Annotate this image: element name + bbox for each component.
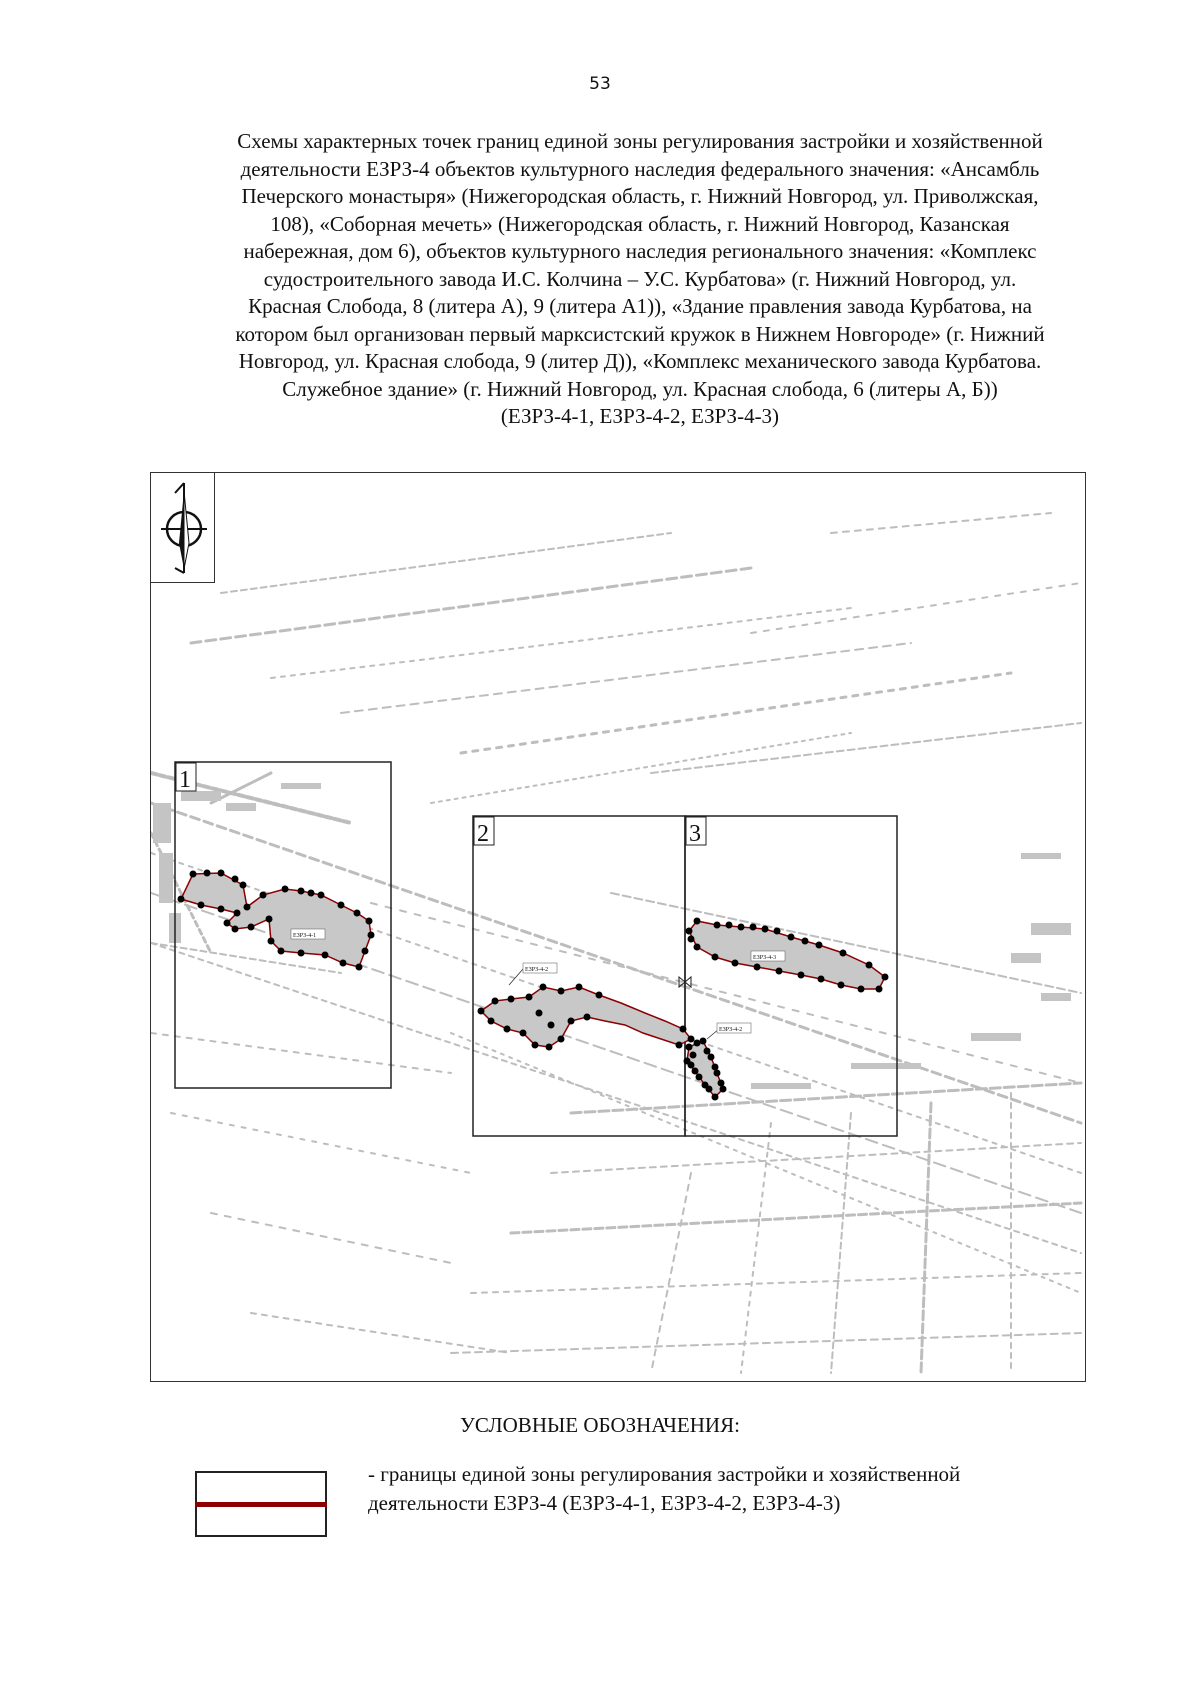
map-frame — [150, 472, 1086, 1382]
zone-label: ЕЗРЗ-4-2 — [525, 967, 549, 973]
document-title — [150, 128, 1130, 431]
title-line: Печерского монастыря» (Нижегородская область, г. Нижний Новгород, ул. Приволжская, — [241, 184, 1039, 208]
north-arrow-box — [151, 473, 215, 583]
zone-ezrz-4-1 — [178, 870, 375, 971]
zone-label: ЕЗРЗ-4-1 — [293, 933, 317, 939]
zone-label: ЕЗРЗ-4-3 — [753, 955, 777, 961]
zone-label: ЕЗРЗ-4-2 — [719, 1027, 743, 1033]
title-line: котором был организован первый марксистский кружок в Нижнем Новгороде» (г. Нижний — [235, 321, 1045, 346]
legend-text-line: деятельности ЕЗРЗ-4 (ЕЗРЗ-4-1, ЕЗРЗ-4-2, ЕЗРЗ-4-3) — [368, 1491, 841, 1515]
legend-item-text — [368, 1460, 1128, 1518]
zone-ezrz-4-2 — [478, 963, 752, 1101]
zone-ezrz-4-3 — [679, 918, 889, 993]
title-line: Красная Слобода, 8 (литера А), 9 (литера А1)), «Здание правления завода Курбатова, на — [248, 294, 1032, 318]
title-line: 108), «Соборная мечеть» (Нижегородская область, г. Нижний Новгород, Казанская — [270, 211, 1010, 236]
map-canvas — [151, 473, 1086, 1382]
legend-title: УСЛОВНЫЕ ОБОЗНАЧЕНИЯ: — [460, 1413, 740, 1437]
title-line: Схемы характерных точек границ единой зоны регулирования застройки и хозяйственной — [237, 129, 1043, 153]
legend-text-line: - границы единой зоны регулирования застройки и хозяйственной — [368, 1462, 961, 1486]
title-line: деятельности ЕЗРЗ-4 объектов культурного наследия федерального значения: «Ансамбль — [240, 156, 1040, 181]
boundary-line-icon — [195, 1502, 327, 1507]
title-line: набережная, дом 6), объектов культурного наследия регионального значения: «Комплекс — [243, 239, 1037, 263]
page-number: 53 — [589, 74, 611, 94]
inset-frame-label: 2 — [477, 821, 489, 847]
legend-boundary-swatch — [195, 1471, 327, 1537]
inset-frame-label: 1 — [179, 767, 191, 793]
title-line: Служебное здание» (г. Нижний Новгород, ул. Красная слобода, 6 (литеры А, Б)) — [282, 376, 998, 401]
title-line: судостроительного завода И.С. Колчина – У.С. Курбатова» (г. Нижний Новгород, ул. — [263, 266, 1017, 291]
title-line: Новгород, ул. Красная слобода, 9 (литер Д)), «Комплекс механического завода Курбатова. — [238, 349, 1042, 373]
title-line: (ЕЗРЗ-4-1, ЕЗРЗ-4-2, ЕЗРЗ-4-3) — [500, 404, 780, 428]
inset-frame-label: 3 — [689, 821, 701, 847]
north-arrow-icon — [151, 473, 215, 583]
